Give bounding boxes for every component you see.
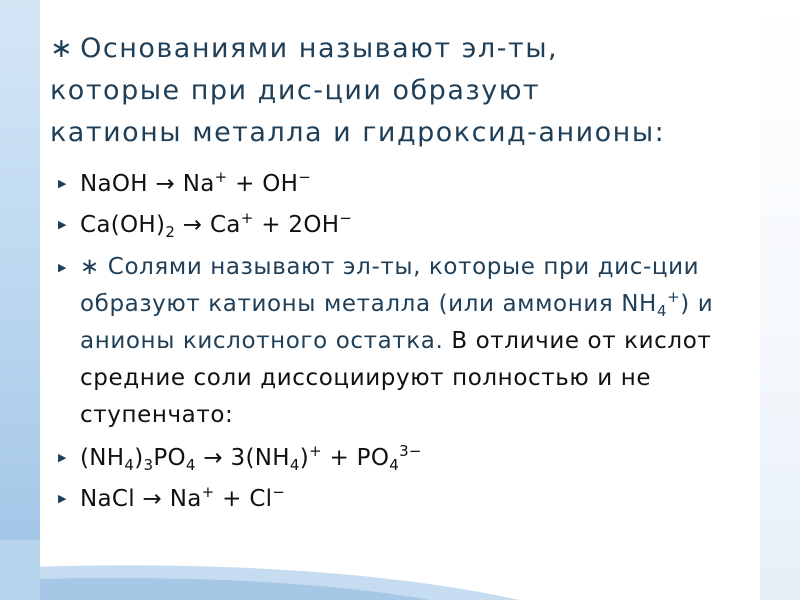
title-line-1: ∗ Основаниями называют эл-ты,	[50, 33, 559, 64]
bullet-arrow-icon: ▶	[58, 492, 67, 505]
list-item-caoh2: ▶ $Ca(OH)_2 \to Ca^+ + 2OH^-$	[58, 209, 353, 241]
bullet-arrow-icon: ▶	[58, 177, 67, 190]
bottom-wave-decoration	[0, 540, 800, 600]
content-list	[58, 167, 758, 523]
title-line-3: катионы металла и гидроксид-анионы:	[50, 117, 666, 148]
star-icon: ∗	[50, 33, 75, 64]
star-icon: ∗	[80, 254, 100, 280]
list-item-ammonium-phosphate: ▶ $(NH_4)_3PO_4 \to 3(NH_4)^+ + PO_4^{3-}$	[58, 442, 422, 474]
list-item-nacl: ▶ NaCl → Na+ + Cl−	[58, 482, 758, 516]
left-accent-band	[0, 0, 40, 600]
bullet-arrow-icon: ▶	[58, 261, 68, 274]
list-item-salts-definition: ▶ ∗ Солями называют эл-ты, которые при дис-ции образуют катионы металла (или аммония $NH_4^+$) и анионы кислотного остатка. В отличие от кислот средние соли диссоциируют полностью и не ступенчато:	[58, 249, 758, 434]
bullet-arrow-icon: ▶	[58, 451, 67, 464]
bullet-arrow-icon: ▶	[58, 218, 67, 231]
slide-title	[50, 28, 780, 154]
list-item-naoh: ▶ NaOH → Na+ + OH−	[58, 167, 758, 201]
title-line-2: которые при дис-ции образуют	[50, 75, 541, 106]
